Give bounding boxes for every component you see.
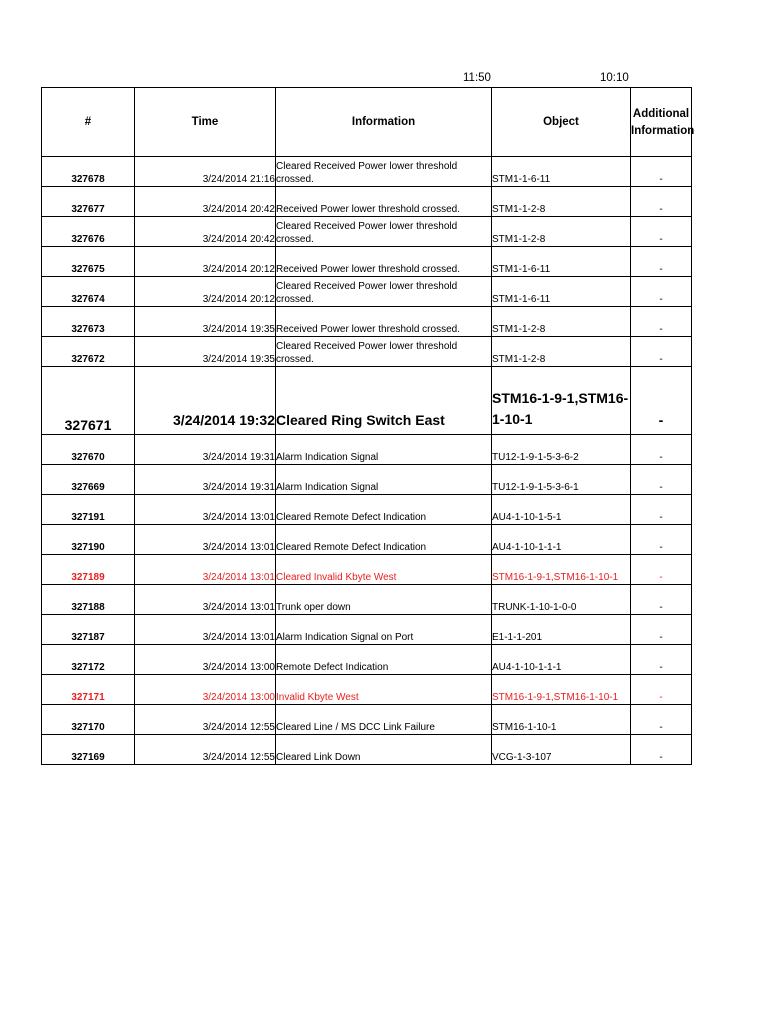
row-time: 3/24/2014 19:32 (135, 367, 276, 435)
row-additional: - (631, 247, 692, 277)
row-additional: - (631, 585, 692, 615)
row-object: TU12-1-9-1-5-3-6-2 (492, 435, 631, 465)
row-additional: - (631, 465, 692, 495)
row-additional: - (631, 187, 692, 217)
table-row (42, 525, 692, 555)
row-time: 3/24/2014 12:55 (135, 735, 276, 765)
row-information: Received Power lower threshold crossed. (276, 187, 492, 217)
row-object: STM1-1-6-11 (492, 157, 631, 187)
row-additional: - (631, 277, 692, 307)
alarm-log-table (41, 87, 695, 765)
row-information: Cleared Received Power lower threshold crossed. (276, 277, 492, 307)
row-time: 3/24/2014 13:01 (135, 585, 276, 615)
column-header-num: # (42, 88, 135, 157)
table-row (42, 705, 692, 735)
row-time: 3/24/2014 13:01 (135, 495, 276, 525)
row-object: STM16-1-10-1 (492, 705, 631, 735)
row-information: Cleared Received Power lower threshold crossed. (276, 157, 492, 187)
row-information: Trunk oper down (276, 585, 492, 615)
table-row (42, 675, 692, 705)
row-time: 3/24/2014 20:12 (135, 247, 276, 277)
row-object: STM1-1-6-11 (492, 277, 631, 307)
row-object: STM1-1-2-8 (492, 337, 631, 367)
row-object: TRUNK-1-10-1-0-0 (492, 585, 631, 615)
row-additional: - (631, 705, 692, 735)
row-information: Cleared Received Power lower threshold crossed. (276, 337, 492, 367)
table-row (42, 217, 692, 247)
row-additional: - (631, 495, 692, 525)
row-object: STM1-1-2-8 (492, 307, 631, 337)
table-header-row (42, 88, 692, 157)
row-information: Received Power lower threshold crossed. (276, 307, 492, 337)
table-row (42, 307, 692, 337)
column-header-information: Information (276, 88, 492, 157)
row-information: Invalid Kbyte West (276, 675, 492, 705)
row-time: 3/24/2014 19:31 (135, 465, 276, 495)
row-num: 327676 (42, 217, 135, 247)
row-object: TU12-1-9-1-5-3-6-1 (492, 465, 631, 495)
row-time: 3/24/2014 12:55 (135, 705, 276, 735)
row-time: 3/24/2014 19:35 (135, 307, 276, 337)
row-num: 327189 (42, 555, 135, 585)
table-row (42, 585, 692, 615)
row-object: VCG-1-3-107 (492, 735, 631, 765)
row-additional: - (631, 217, 692, 247)
row-num: 327187 (42, 615, 135, 645)
row-object: STM1-1-6-11 (492, 247, 631, 277)
row-num: 327171 (42, 675, 135, 705)
row-additional: - (631, 735, 692, 765)
row-num: 327190 (42, 525, 135, 555)
row-object: AU4-1-10-1-1-1 (492, 525, 631, 555)
row-num: 327671 (42, 367, 135, 435)
header-time-2: 10:10 (600, 72, 629, 84)
row-information: Cleared Ring Switch East (276, 367, 492, 435)
row-object: STM16-1-9-1,STM16-1-10-1 (492, 555, 631, 585)
row-num: 327673 (42, 307, 135, 337)
row-additional: - (631, 555, 692, 585)
row-object: STM16-1-9-1,STM16-1-10-1 (492, 367, 631, 435)
row-time: 3/24/2014 13:01 (135, 555, 276, 585)
table-body (42, 157, 692, 765)
row-information: Cleared Remote Defect Indication (276, 495, 492, 525)
table-row (42, 465, 692, 495)
row-information: Cleared Remote Defect Indication (276, 525, 492, 555)
table-row (42, 735, 692, 765)
column-header-additional: Additional Information (631, 88, 692, 157)
row-information: Cleared Received Power lower threshold crossed. (276, 217, 492, 247)
row-time: 3/24/2014 13:00 (135, 645, 276, 675)
row-information: Cleared Invalid Kbyte West (276, 555, 492, 585)
row-object: STM1-1-2-8 (492, 217, 631, 247)
row-time: 3/24/2014 19:31 (135, 435, 276, 465)
row-num: 327677 (42, 187, 135, 217)
row-time: 3/24/2014 19:35 (135, 337, 276, 367)
row-num: 327675 (42, 247, 135, 277)
row-information: Cleared Line / MS DCC Link Failure (276, 705, 492, 735)
row-additional: - (631, 645, 692, 675)
row-additional: - (631, 157, 692, 187)
table-row (42, 645, 692, 675)
row-information: Received Power lower threshold crossed. (276, 247, 492, 277)
table-row (42, 435, 692, 465)
table-row (42, 337, 692, 367)
header-time-1: 11:50 (463, 72, 491, 84)
row-num: 327188 (42, 585, 135, 615)
table-row (42, 247, 692, 277)
row-information: Alarm Indication Signal on Port (276, 615, 492, 645)
row-object: E1-1-1-201 (492, 615, 631, 645)
row-time: 3/24/2014 13:00 (135, 675, 276, 705)
row-num: 327191 (42, 495, 135, 525)
row-object: STM1-1-2-8 (492, 187, 631, 217)
table-row (42, 615, 692, 645)
row-time: 3/24/2014 13:01 (135, 525, 276, 555)
row-object: AU4-1-10-1-1-1 (492, 645, 631, 675)
row-num: 327678 (42, 157, 135, 187)
table-row (42, 555, 692, 585)
row-num: 327170 (42, 705, 135, 735)
row-additional: - (631, 307, 692, 337)
row-additional: - (631, 337, 692, 367)
row-time: 3/24/2014 13:01 (135, 615, 276, 645)
row-num: 327669 (42, 465, 135, 495)
table-row (42, 495, 692, 525)
row-time: 3/24/2014 21:16 (135, 157, 276, 187)
table-row (42, 157, 692, 187)
row-additional: - (631, 525, 692, 555)
table-row (42, 277, 692, 307)
row-information: Alarm Indication Signal (276, 465, 492, 495)
row-information: Alarm Indication Signal (276, 435, 492, 465)
column-header-time: Time (135, 88, 276, 157)
row-time: 3/24/2014 20:12 (135, 277, 276, 307)
row-num: 327674 (42, 277, 135, 307)
row-num: 327172 (42, 645, 135, 675)
row-object: AU4-1-10-1-5-1 (492, 495, 631, 525)
table-row (42, 367, 692, 435)
row-num: 327672 (42, 337, 135, 367)
row-time: 3/24/2014 20:42 (135, 217, 276, 247)
row-additional: - (631, 435, 692, 465)
row-additional: - (631, 367, 692, 435)
row-num: 327670 (42, 435, 135, 465)
row-additional: - (631, 675, 692, 705)
row-object: STM16-1-9-1,STM16-1-10-1 (492, 675, 631, 705)
row-information: Cleared Link Down (276, 735, 492, 765)
row-information: Remote Defect Indication (276, 645, 492, 675)
row-additional: - (631, 615, 692, 645)
row-time: 3/24/2014 20:42 (135, 187, 276, 217)
table-row (42, 187, 692, 217)
column-header-object: Object (492, 88, 631, 157)
row-num: 327169 (42, 735, 135, 765)
